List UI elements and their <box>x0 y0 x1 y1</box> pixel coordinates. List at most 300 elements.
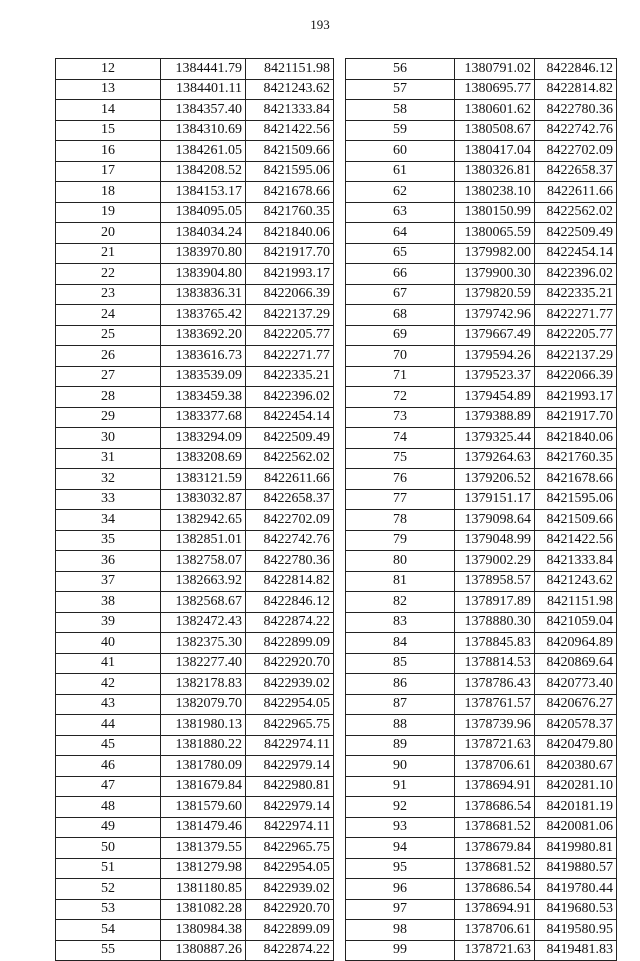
table-row <box>346 735 617 756</box>
table-row <box>56 448 334 469</box>
coordinates-table-left <box>55 58 334 961</box>
table-row <box>346 633 617 654</box>
point-number-cell: 80 <box>346 551 455 572</box>
x-coordinate-cell: 1379264.63 <box>455 448 535 469</box>
y-coordinate-cell: 8420181.19 <box>535 797 617 818</box>
point-number-cell: 86 <box>346 674 455 695</box>
point-number-cell: 20 <box>56 223 161 244</box>
x-coordinate-cell: 1383692.20 <box>161 325 246 346</box>
x-coordinate-cell: 1379523.37 <box>455 366 535 387</box>
point-number-cell: 60 <box>346 141 455 162</box>
x-coordinate-cell: 1379820.59 <box>455 284 535 305</box>
x-coordinate-cell: 1384153.17 <box>161 182 246 203</box>
y-coordinate-cell: 8422066.39 <box>246 284 334 305</box>
x-coordinate-cell: 1379098.64 <box>455 510 535 531</box>
x-coordinate-cell: 1378786.43 <box>455 674 535 695</box>
table-row <box>56 899 334 920</box>
y-coordinate-cell: 8419580.95 <box>535 920 617 941</box>
x-coordinate-cell: 1380417.04 <box>455 141 535 162</box>
x-coordinate-cell: 1381180.85 <box>161 879 246 900</box>
y-coordinate-cell: 8422780.36 <box>535 100 617 121</box>
y-coordinate-cell: 8421840.06 <box>535 428 617 449</box>
x-coordinate-cell: 1382178.83 <box>161 674 246 695</box>
table-row <box>56 940 334 961</box>
x-coordinate-cell: 1382568.67 <box>161 592 246 613</box>
y-coordinate-cell: 8422974.11 <box>246 735 334 756</box>
point-number-cell: 16 <box>56 141 161 162</box>
x-coordinate-cell: 1378880.30 <box>455 612 535 633</box>
y-coordinate-cell: 8422611.66 <box>246 469 334 490</box>
y-coordinate-cell: 8422979.14 <box>246 797 334 818</box>
table-row <box>346 940 617 961</box>
x-coordinate-cell: 1378694.91 <box>455 776 535 797</box>
y-coordinate-cell: 8421509.66 <box>535 510 617 531</box>
point-number-cell: 35 <box>56 530 161 551</box>
table-row <box>346 571 617 592</box>
point-number-cell: 25 <box>56 325 161 346</box>
table-row <box>56 120 334 141</box>
x-coordinate-cell: 1384310.69 <box>161 120 246 141</box>
x-coordinate-cell: 1378814.53 <box>455 653 535 674</box>
point-number-cell: 44 <box>56 715 161 736</box>
x-coordinate-cell: 1382851.01 <box>161 530 246 551</box>
x-coordinate-cell: 1383377.68 <box>161 407 246 428</box>
point-number-cell: 76 <box>346 469 455 490</box>
table-row <box>56 571 334 592</box>
point-number-cell: 77 <box>346 489 455 510</box>
table-row <box>346 797 617 818</box>
y-coordinate-cell: 8421333.84 <box>535 551 617 572</box>
table-row <box>346 59 617 80</box>
y-coordinate-cell: 8420676.27 <box>535 694 617 715</box>
x-coordinate-cell: 1382758.07 <box>161 551 246 572</box>
table-row <box>56 428 334 449</box>
y-coordinate-cell: 8422920.70 <box>246 899 334 920</box>
x-coordinate-cell: 1379982.00 <box>455 243 535 264</box>
table-row <box>346 612 617 633</box>
x-coordinate-cell: 1380326.81 <box>455 161 535 182</box>
point-number-cell: 97 <box>346 899 455 920</box>
y-coordinate-cell: 8422454.14 <box>535 243 617 264</box>
point-number-cell: 81 <box>346 571 455 592</box>
point-number-cell: 71 <box>346 366 455 387</box>
table-row <box>346 551 617 572</box>
table-row <box>346 674 617 695</box>
y-coordinate-cell: 8422965.75 <box>246 838 334 859</box>
y-coordinate-cell: 8421059.04 <box>535 612 617 633</box>
x-coordinate-cell: 1383459.38 <box>161 387 246 408</box>
table-row <box>56 305 334 326</box>
y-coordinate-cell: 8421993.17 <box>535 387 617 408</box>
x-coordinate-cell: 1378917.89 <box>455 592 535 613</box>
y-coordinate-cell: 8422920.70 <box>246 653 334 674</box>
table-row <box>346 120 617 141</box>
table-row <box>346 448 617 469</box>
point-number-cell: 32 <box>56 469 161 490</box>
x-coordinate-cell: 1381780.09 <box>161 756 246 777</box>
table-row <box>56 838 334 859</box>
y-coordinate-cell: 8421595.06 <box>246 161 334 182</box>
point-number-cell: 14 <box>56 100 161 121</box>
point-number-cell: 12 <box>56 59 161 80</box>
x-coordinate-cell: 1381279.98 <box>161 858 246 879</box>
y-coordinate-cell: 8422205.77 <box>246 325 334 346</box>
table-row <box>346 366 617 387</box>
point-number-cell: 21 <box>56 243 161 264</box>
x-coordinate-cell: 1379048.99 <box>455 530 535 551</box>
point-number-cell: 53 <box>56 899 161 920</box>
point-number-cell: 69 <box>346 325 455 346</box>
table-row <box>346 284 617 305</box>
x-coordinate-cell: 1384441.79 <box>161 59 246 80</box>
point-number-cell: 70 <box>346 346 455 367</box>
x-coordinate-cell: 1378681.52 <box>455 858 535 879</box>
table-row <box>56 325 334 346</box>
table-row <box>56 653 334 674</box>
table-row <box>56 264 334 285</box>
x-coordinate-cell: 1383836.31 <box>161 284 246 305</box>
table-row <box>56 284 334 305</box>
x-coordinate-cell: 1383616.73 <box>161 346 246 367</box>
y-coordinate-cell: 8422939.02 <box>246 879 334 900</box>
x-coordinate-cell: 1379206.52 <box>455 469 535 490</box>
table-row <box>56 776 334 797</box>
point-number-cell: 13 <box>56 79 161 100</box>
table-row <box>346 100 617 121</box>
y-coordinate-cell: 8422899.09 <box>246 633 334 654</box>
x-coordinate-cell: 1383208.69 <box>161 448 246 469</box>
y-coordinate-cell: 8421595.06 <box>535 489 617 510</box>
table-row <box>346 694 617 715</box>
y-coordinate-cell: 8421243.62 <box>535 571 617 592</box>
point-number-cell: 43 <box>56 694 161 715</box>
point-number-cell: 39 <box>56 612 161 633</box>
point-number-cell: 36 <box>56 551 161 572</box>
table-row <box>56 756 334 777</box>
y-coordinate-cell: 8421678.66 <box>246 182 334 203</box>
point-number-cell: 78 <box>346 510 455 531</box>
point-number-cell: 79 <box>346 530 455 551</box>
y-coordinate-cell: 8422454.14 <box>246 407 334 428</box>
table-row <box>56 79 334 100</box>
point-number-cell: 65 <box>346 243 455 264</box>
x-coordinate-cell: 1379594.26 <box>455 346 535 367</box>
point-number-cell: 89 <box>346 735 455 756</box>
y-coordinate-cell: 8422814.82 <box>535 79 617 100</box>
table-row <box>56 858 334 879</box>
table-row <box>346 387 617 408</box>
x-coordinate-cell: 1379742.96 <box>455 305 535 326</box>
x-coordinate-cell: 1381679.84 <box>161 776 246 797</box>
x-coordinate-cell: 1378686.54 <box>455 797 535 818</box>
table-row <box>56 387 334 408</box>
y-coordinate-cell: 8420281.10 <box>535 776 617 797</box>
table-row <box>346 899 617 920</box>
point-number-cell: 94 <box>346 838 455 859</box>
x-coordinate-cell: 1380150.99 <box>455 202 535 223</box>
y-coordinate-cell: 8421917.70 <box>246 243 334 264</box>
table-row <box>56 797 334 818</box>
y-coordinate-cell: 8422814.82 <box>246 571 334 592</box>
table-row <box>56 243 334 264</box>
table-row <box>346 202 617 223</box>
y-coordinate-cell: 8420869.64 <box>535 653 617 674</box>
y-coordinate-cell: 8422954.05 <box>246 694 334 715</box>
y-coordinate-cell: 8421509.66 <box>246 141 334 162</box>
y-coordinate-cell: 8422846.12 <box>535 59 617 80</box>
table-row <box>56 182 334 203</box>
x-coordinate-cell: 1379667.49 <box>455 325 535 346</box>
x-coordinate-cell: 1384034.24 <box>161 223 246 244</box>
table-row <box>56 551 334 572</box>
point-number-cell: 47 <box>56 776 161 797</box>
x-coordinate-cell: 1379388.89 <box>455 407 535 428</box>
table-row <box>346 776 617 797</box>
table-row <box>56 346 334 367</box>
table-row <box>56 715 334 736</box>
table-row <box>346 182 617 203</box>
x-coordinate-cell: 1378681.52 <box>455 817 535 838</box>
table-row <box>346 141 617 162</box>
point-number-cell: 18 <box>56 182 161 203</box>
y-coordinate-cell: 8419880.57 <box>535 858 617 879</box>
x-coordinate-cell: 1378845.83 <box>455 633 535 654</box>
table-row <box>346 838 617 859</box>
y-coordinate-cell: 8420964.89 <box>535 633 617 654</box>
y-coordinate-cell: 8419481.83 <box>535 940 617 961</box>
y-coordinate-cell: 8422780.36 <box>246 551 334 572</box>
x-coordinate-cell: 1381379.55 <box>161 838 246 859</box>
table-row <box>56 592 334 613</box>
point-number-cell: 40 <box>56 633 161 654</box>
table-row <box>346 223 617 244</box>
y-coordinate-cell: 8422974.11 <box>246 817 334 838</box>
point-number-cell: 38 <box>56 592 161 613</box>
point-number-cell: 98 <box>346 920 455 941</box>
point-number-cell: 41 <box>56 653 161 674</box>
table-row <box>346 407 617 428</box>
point-number-cell: 45 <box>56 735 161 756</box>
table-row <box>346 79 617 100</box>
y-coordinate-cell: 8422702.09 <box>535 141 617 162</box>
point-number-cell: 22 <box>56 264 161 285</box>
point-number-cell: 48 <box>56 797 161 818</box>
table-row <box>56 489 334 510</box>
table-row <box>56 100 334 121</box>
x-coordinate-cell: 1381082.28 <box>161 899 246 920</box>
table-row <box>346 858 617 879</box>
y-coordinate-cell: 8421760.35 <box>535 448 617 469</box>
point-number-cell: 83 <box>346 612 455 633</box>
y-coordinate-cell: 8419980.81 <box>535 838 617 859</box>
point-number-cell: 50 <box>56 838 161 859</box>
x-coordinate-cell: 1382472.43 <box>161 612 246 633</box>
point-number-cell: 31 <box>56 448 161 469</box>
y-coordinate-cell: 8422335.21 <box>246 366 334 387</box>
point-number-cell: 19 <box>56 202 161 223</box>
point-number-cell: 88 <box>346 715 455 736</box>
y-coordinate-cell: 8420578.37 <box>535 715 617 736</box>
x-coordinate-cell: 1382663.92 <box>161 571 246 592</box>
table-row <box>56 735 334 756</box>
x-coordinate-cell: 1380065.59 <box>455 223 535 244</box>
y-coordinate-cell: 8420380.67 <box>535 756 617 777</box>
table-row <box>346 510 617 531</box>
y-coordinate-cell: 8422874.22 <box>246 940 334 961</box>
point-number-cell: 51 <box>56 858 161 879</box>
x-coordinate-cell: 1383032.87 <box>161 489 246 510</box>
table-row <box>346 817 617 838</box>
x-coordinate-cell: 1379325.44 <box>455 428 535 449</box>
x-coordinate-cell: 1380791.02 <box>455 59 535 80</box>
table-row <box>56 59 334 80</box>
table-row <box>346 756 617 777</box>
x-coordinate-cell: 1381579.60 <box>161 797 246 818</box>
point-number-cell: 24 <box>56 305 161 326</box>
y-coordinate-cell: 8419680.53 <box>535 899 617 920</box>
point-number-cell: 95 <box>346 858 455 879</box>
point-number-cell: 37 <box>56 571 161 592</box>
point-number-cell: 55 <box>56 940 161 961</box>
y-coordinate-cell: 8422271.77 <box>246 346 334 367</box>
point-number-cell: 27 <box>56 366 161 387</box>
x-coordinate-cell: 1383121.59 <box>161 469 246 490</box>
x-coordinate-cell: 1382277.40 <box>161 653 246 674</box>
point-number-cell: 99 <box>346 940 455 961</box>
point-number-cell: 66 <box>346 264 455 285</box>
y-coordinate-cell: 8419780.44 <box>535 879 617 900</box>
table-row <box>56 879 334 900</box>
x-coordinate-cell: 1384095.05 <box>161 202 246 223</box>
x-coordinate-cell: 1384261.05 <box>161 141 246 162</box>
x-coordinate-cell: 1378706.61 <box>455 920 535 941</box>
x-coordinate-cell: 1380887.26 <box>161 940 246 961</box>
point-number-cell: 75 <box>346 448 455 469</box>
table-row <box>346 346 617 367</box>
x-coordinate-cell: 1380238.10 <box>455 182 535 203</box>
y-coordinate-cell: 8422562.02 <box>246 448 334 469</box>
x-coordinate-cell: 1380984.38 <box>161 920 246 941</box>
table-row <box>56 817 334 838</box>
y-coordinate-cell: 8421333.84 <box>246 100 334 121</box>
y-coordinate-cell: 8421151.98 <box>246 59 334 80</box>
y-coordinate-cell: 8422271.77 <box>535 305 617 326</box>
point-number-cell: 59 <box>346 120 455 141</box>
point-number-cell: 26 <box>56 346 161 367</box>
point-number-cell: 30 <box>56 428 161 449</box>
point-number-cell: 68 <box>346 305 455 326</box>
table-row <box>56 202 334 223</box>
point-number-cell: 92 <box>346 797 455 818</box>
point-number-cell: 64 <box>346 223 455 244</box>
table-row <box>56 407 334 428</box>
point-number-cell: 93 <box>346 817 455 838</box>
y-coordinate-cell: 8420773.40 <box>535 674 617 695</box>
point-number-cell: 96 <box>346 879 455 900</box>
y-coordinate-cell: 8422742.76 <box>535 120 617 141</box>
point-number-cell: 46 <box>56 756 161 777</box>
x-coordinate-cell: 1383765.42 <box>161 305 246 326</box>
y-coordinate-cell: 8422980.81 <box>246 776 334 797</box>
x-coordinate-cell: 1383904.80 <box>161 264 246 285</box>
x-coordinate-cell: 1379002.29 <box>455 551 535 572</box>
table-row <box>56 141 334 162</box>
point-number-cell: 54 <box>56 920 161 941</box>
point-number-cell: 72 <box>346 387 455 408</box>
table-row <box>56 161 334 182</box>
y-coordinate-cell: 8422137.29 <box>246 305 334 326</box>
point-number-cell: 42 <box>56 674 161 695</box>
x-coordinate-cell: 1378721.63 <box>455 940 535 961</box>
point-number-cell: 82 <box>346 592 455 613</box>
point-number-cell: 29 <box>56 407 161 428</box>
point-number-cell: 34 <box>56 510 161 531</box>
point-number-cell: 87 <box>346 694 455 715</box>
y-coordinate-cell: 8422658.37 <box>535 161 617 182</box>
point-number-cell: 73 <box>346 407 455 428</box>
y-coordinate-cell: 8422939.02 <box>246 674 334 695</box>
y-coordinate-cell: 8422658.37 <box>246 489 334 510</box>
x-coordinate-cell: 1382079.70 <box>161 694 246 715</box>
table-row <box>346 489 617 510</box>
y-coordinate-cell: 8421917.70 <box>535 407 617 428</box>
table-row <box>346 469 617 490</box>
x-coordinate-cell: 1383539.09 <box>161 366 246 387</box>
point-number-cell: 52 <box>56 879 161 900</box>
y-coordinate-cell: 8422702.09 <box>246 510 334 531</box>
x-coordinate-cell: 1384208.52 <box>161 161 246 182</box>
point-number-cell: 56 <box>346 59 455 80</box>
page-number: 193 <box>310 17 330 32</box>
x-coordinate-cell: 1379151.17 <box>455 489 535 510</box>
x-coordinate-cell: 1381880.22 <box>161 735 246 756</box>
x-coordinate-cell: 1382375.30 <box>161 633 246 654</box>
x-coordinate-cell: 1378721.63 <box>455 735 535 756</box>
y-coordinate-cell: 8422954.05 <box>246 858 334 879</box>
point-number-cell: 17 <box>56 161 161 182</box>
point-number-cell: 91 <box>346 776 455 797</box>
y-coordinate-cell: 8421151.98 <box>535 592 617 613</box>
point-number-cell: 74 <box>346 428 455 449</box>
y-coordinate-cell: 8421422.56 <box>535 530 617 551</box>
y-coordinate-cell: 8421840.06 <box>246 223 334 244</box>
table-row <box>56 633 334 654</box>
y-coordinate-cell: 8422874.22 <box>246 612 334 633</box>
y-coordinate-cell: 8421760.35 <box>246 202 334 223</box>
table-row <box>56 530 334 551</box>
y-coordinate-cell: 8421243.62 <box>246 79 334 100</box>
table-row <box>346 530 617 551</box>
coordinates-table-right <box>345 58 617 961</box>
point-number-cell: 33 <box>56 489 161 510</box>
table-row <box>346 325 617 346</box>
x-coordinate-cell: 1383294.09 <box>161 428 246 449</box>
x-coordinate-cell: 1384357.40 <box>161 100 246 121</box>
y-coordinate-cell: 8422396.02 <box>535 264 617 285</box>
y-coordinate-cell: 8422066.39 <box>535 366 617 387</box>
point-number-cell: 23 <box>56 284 161 305</box>
table-row <box>346 428 617 449</box>
y-coordinate-cell: 8422509.49 <box>246 428 334 449</box>
x-coordinate-cell: 1383970.80 <box>161 243 246 264</box>
x-coordinate-cell: 1380508.67 <box>455 120 535 141</box>
y-coordinate-cell: 8422979.14 <box>246 756 334 777</box>
x-coordinate-cell: 1378958.57 <box>455 571 535 592</box>
y-coordinate-cell: 8421422.56 <box>246 120 334 141</box>
table-row <box>346 305 617 326</box>
table-row <box>346 264 617 285</box>
table-row <box>56 366 334 387</box>
